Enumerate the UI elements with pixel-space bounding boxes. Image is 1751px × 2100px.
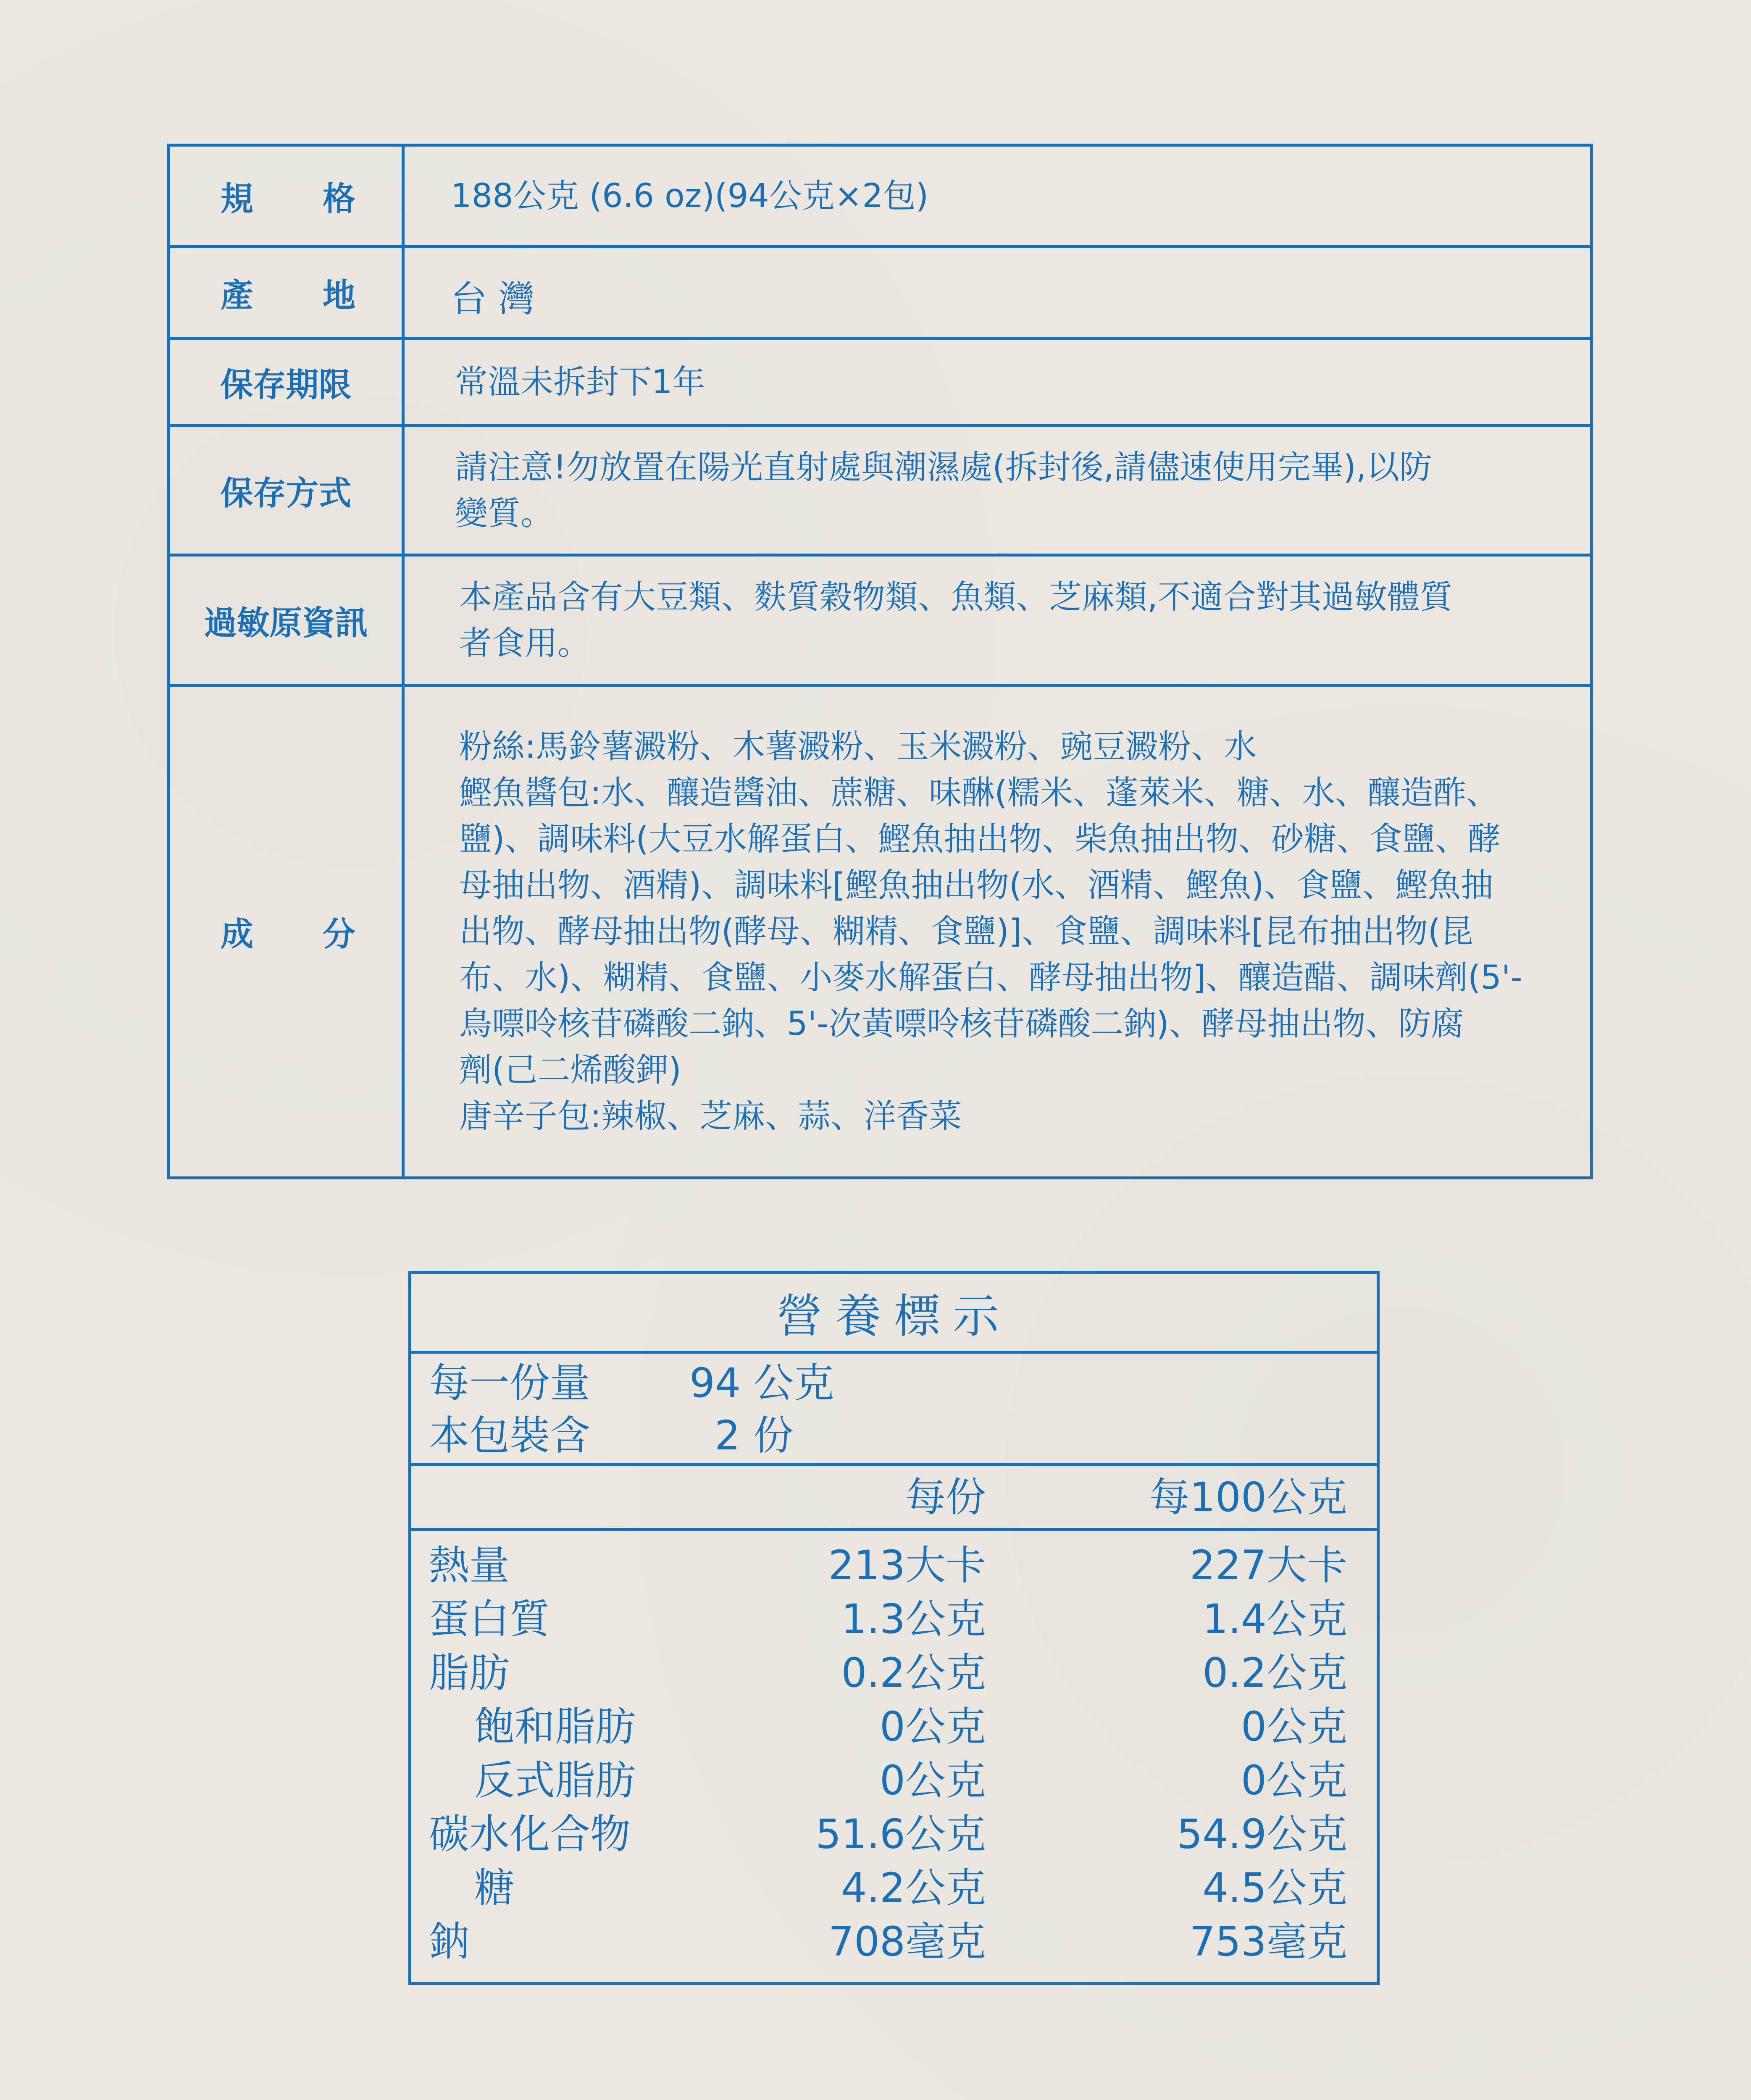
ingredients-line: 出物、酵母抽出物(酵母、糊精、食鹽)]、食鹽、調味料[昆布抽出物(昆 <box>459 913 1474 950</box>
shelf-life-row <box>170 340 1590 427</box>
origin-label-char-2: 地 <box>322 276 355 315</box>
nutrient-name: 反式脂肪 <box>474 1757 636 1804</box>
ingredients-line: 鳥嘌呤核苷磷酸二鈉、5'-次黃嘌呤核苷磷酸二鈉)、酵母抽出物、防腐 <box>459 1005 1464 1043</box>
nutrition-row <box>411 1861 1377 1915</box>
storage-value <box>455 444 1561 537</box>
nutrition-rows <box>411 1531 1377 1982</box>
nutrient-name: 蛋白質 <box>429 1596 550 1643</box>
product-info-table <box>167 144 1593 1179</box>
nutrient-name: 熱量 <box>429 1542 510 1589</box>
nutrient-per-100g: 0.2公克 <box>1202 1649 1347 1696</box>
nutrient-per-serving: 51.6公克 <box>815 1811 986 1858</box>
nutrient-name: 脂肪 <box>429 1649 510 1696</box>
nutrition-row <box>411 1646 1377 1700</box>
nutrition-column-header <box>411 1466 1377 1531</box>
ingredients-line: 鰹魚醬包:水、釀造醬油、蔗糖、味醂(糯米、蓬萊米、糖、水、釀造酢、 <box>459 774 1499 812</box>
servings-value: 2 份 <box>715 1412 794 1459</box>
ingredients-label-char-1: 成 <box>221 916 254 953</box>
storage-label: 保存方式 <box>170 427 405 554</box>
ingredients-line: 鹽)、調味料(大豆水解蛋白、鰹魚抽出物、柴魚抽出物、砂糖、食鹽、酵 <box>459 820 1501 858</box>
nutrition-row <box>411 1538 1377 1592</box>
nutrient-per-100g: 54.9公克 <box>1177 1811 1347 1858</box>
spec-label <box>170 147 405 245</box>
ingredients-label-char-2: 分 <box>322 916 355 953</box>
storage-line: 請注意!勿放置在陽光直射處與潮濕處(拆封後,請儘速使用完畢),以防 <box>455 448 1432 486</box>
origin-value-cell <box>405 248 1590 337</box>
storage-line: 變質。 <box>455 494 554 533</box>
ingredients-line: 布、水)、糊精、食鹽、小麥水解蛋白、酵母抽出物]、釀造醋、調味劑(5'- <box>459 959 1522 997</box>
nutrient-name: 鈉 <box>429 1918 469 1965</box>
servings-line <box>429 1410 933 1461</box>
nutrient-per-100g: 0公克 <box>1241 1757 1347 1804</box>
nutrient-per-serving: 0公克 <box>879 1703 986 1750</box>
ingredients-line: 唐辛子包:辣椒、芝麻、蒜、洋香菜 <box>459 1097 962 1135</box>
nutrient-per-100g: 4.5公克 <box>1202 1864 1347 1911</box>
nutrient-per-serving: 1.3公克 <box>841 1596 986 1643</box>
spec-label-char-1: 規 <box>221 180 254 218</box>
origin-row <box>170 248 1590 340</box>
ingredients-row <box>170 687 1590 1176</box>
nutrition-row <box>411 1700 1377 1754</box>
serving-size-value: 94 公克 <box>689 1360 834 1407</box>
allergen-label: 過敏原資訊 <box>170 556 405 684</box>
nutrient-name: 飽和脂肪 <box>474 1703 636 1750</box>
nutrition-title: 營養標示 <box>411 1274 1377 1354</box>
nutrient-per-100g: 1.4公克 <box>1202 1596 1347 1643</box>
servings-label: 本包裝含 <box>429 1412 590 1459</box>
allergen-line: 本產品含有大豆類、麩質穀物類、魚類、芝麻類,不適合對其過敏體質 <box>459 578 1453 616</box>
allergen-row <box>170 556 1590 687</box>
ingredients-line: 母抽出物、酒精)、調味料[鰹魚抽出物(水、酒精、鰹魚)、食鹽、鰹魚抽 <box>459 866 1493 904</box>
serving-info <box>411 1354 1377 1466</box>
spec-value-cell <box>405 147 1590 245</box>
nutrition-row <box>411 1807 1377 1861</box>
nutrient-per-serving: 708毫克 <box>828 1918 986 1965</box>
origin-value: 台 灣 <box>451 278 535 320</box>
nutrition-row <box>411 1592 1377 1646</box>
spec-row <box>170 147 1590 248</box>
per-serving-header: 每份 <box>905 1474 986 1521</box>
serving-size-line <box>429 1358 933 1408</box>
ingredients-label <box>170 687 405 1176</box>
allergen-value <box>459 574 1561 667</box>
storage-value-cell <box>405 427 1590 554</box>
ingredients-value <box>459 724 1561 1139</box>
nutrient-name: 糖 <box>474 1864 515 1911</box>
spec-value: 188公克 (6.6 oz)(94公克×2包) <box>451 177 929 215</box>
ingredients-line: 劑(己二烯酸鉀) <box>459 1051 681 1089</box>
allergen-value-cell <box>405 556 1590 684</box>
allergen-line: 者食用。 <box>459 624 591 662</box>
nutrient-name: 碳水化合物 <box>429 1811 631 1858</box>
spec-label-char-2: 格 <box>322 180 355 218</box>
nutrient-per-serving: 213大卡 <box>828 1542 986 1589</box>
nutrient-per-serving: 4.2公克 <box>841 1864 986 1911</box>
nutrition-row <box>411 1754 1377 1807</box>
nutrition-table <box>408 1271 1380 1985</box>
nutrient-per-100g: 0公克 <box>1241 1703 1347 1750</box>
shelf-life-label: 保存期限 <box>170 340 405 424</box>
nutrient-per-serving: 0.2公克 <box>841 1649 986 1696</box>
serving-size-label: 每一份量 <box>429 1360 590 1407</box>
nutrient-per-100g: 227大卡 <box>1189 1542 1347 1589</box>
per-100g-header: 每100公克 <box>1149 1474 1347 1521</box>
origin-label-char-1: 產 <box>221 276 254 315</box>
shelf-life-value: 常溫未拆封下1年 <box>455 363 705 401</box>
origin-label <box>170 248 405 337</box>
ingredients-line: 粉絲:馬鈴薯澱粉、木薯澱粉、玉米澱粉、豌豆澱粉、水 <box>459 728 1257 766</box>
nutrient-per-serving: 0公克 <box>879 1757 986 1804</box>
ingredients-value-cell <box>405 687 1590 1176</box>
shelf-life-value-cell <box>405 340 1590 424</box>
storage-row <box>170 427 1590 556</box>
nutrient-per-100g: 753毫克 <box>1189 1918 1347 1965</box>
nutrition-row <box>411 1915 1377 1969</box>
